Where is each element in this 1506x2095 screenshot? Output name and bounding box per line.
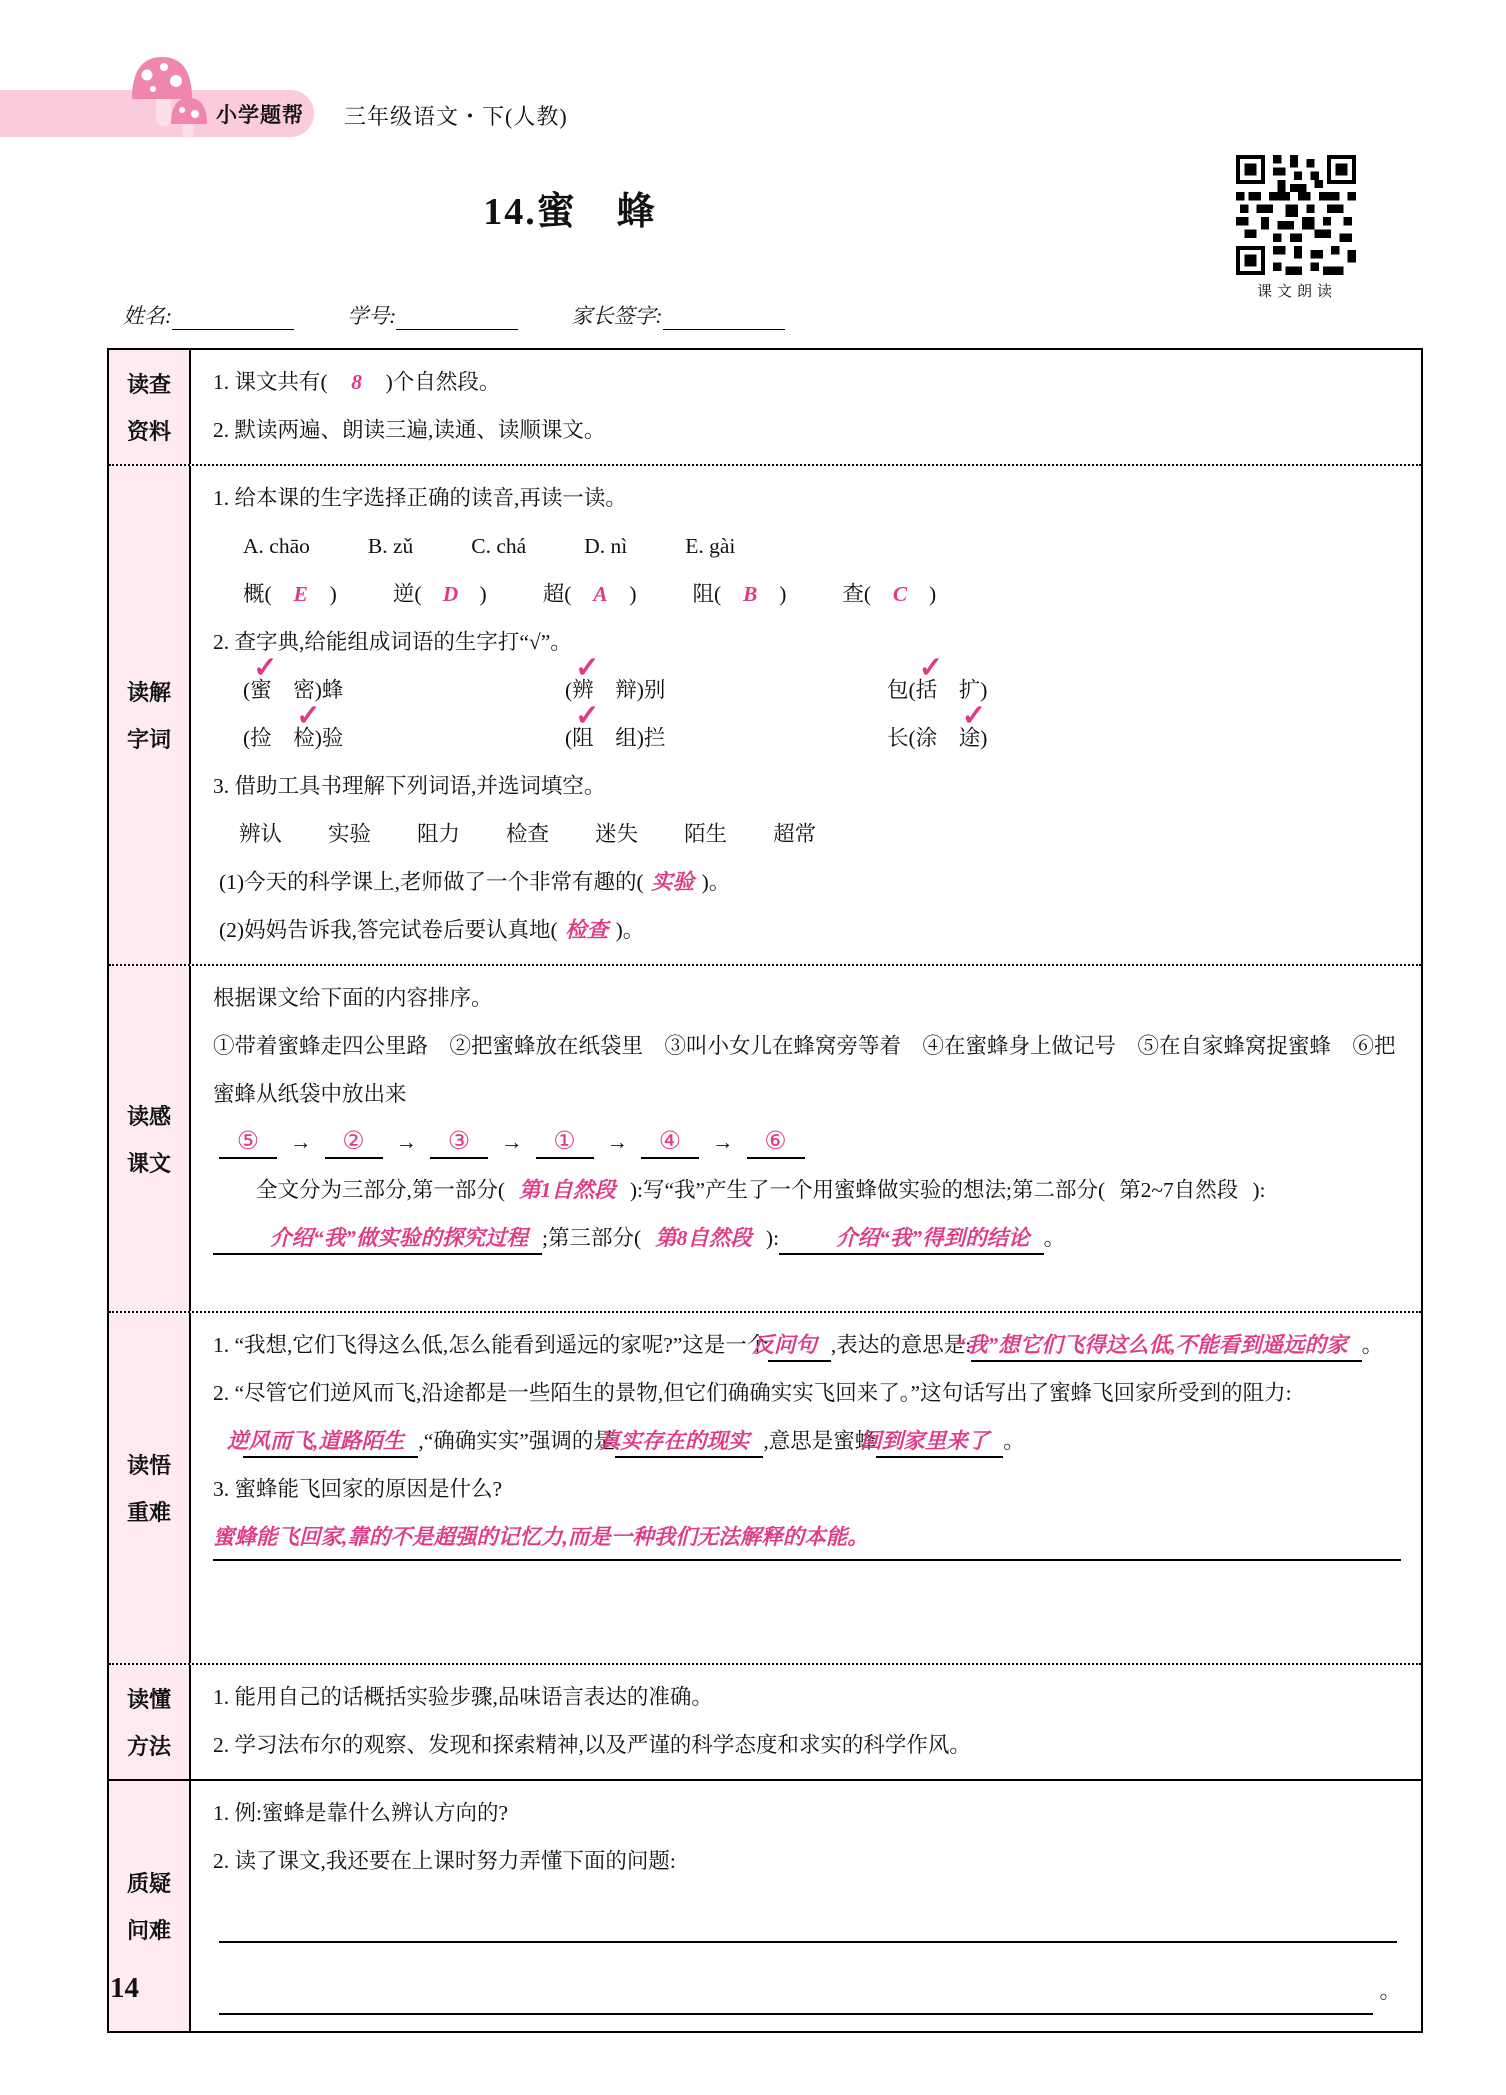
question-line: 1. 例:蜜蜂是靠什么辨认方向的? <box>213 1801 509 1825</box>
arrow: → <box>290 1130 312 1154</box>
student-id-field <box>347 304 518 328</box>
section-label: 读感 课文 <box>109 966 191 1311</box>
pair: 概( E ) <box>243 570 337 618</box>
section-read-key-points <box>109 1311 1421 1663</box>
name-blank[interactable] <box>172 306 294 330</box>
section-read-check-material <box>109 350 1421 464</box>
pair: 超( A ) <box>543 570 637 618</box>
char-choice-group: (阻 ✓ 组)拦 <box>565 700 666 750</box>
fill-line: (1)今天的科学课上,老师做了一个非常有趣的( 实验 )。 <box>219 858 1401 906</box>
answer: 检查 <box>565 918 609 942</box>
answer: 反问句 <box>768 1330 831 1362</box>
arrow: → <box>712 1130 734 1154</box>
answer: “我”想它们飞得这么低,不能看到遥远的家 <box>971 1330 1361 1362</box>
question-line: 2. 查字典,给能组成词语的生字打“√”。 <box>213 630 572 654</box>
arrow: → <box>501 1130 523 1154</box>
pinyin-options: A. chāo B. zǔ C. chá D. nì E. gài <box>243 534 736 558</box>
answer: A <box>593 582 608 606</box>
answer: 介绍“我”得到的结论 <box>779 1223 1044 1255</box>
sequence-answer <box>219 1118 1401 1166</box>
answer: 蜜蜂能飞回家,靠的不是超强的记忆力,而是一种我们无法解释的本能。 <box>213 1515 1401 1561</box>
section-read-words <box>109 464 1421 964</box>
edition-text: 三年级语文・下(人教) <box>344 104 568 129</box>
answer-blank-line <box>219 1967 1401 2015</box>
structure-paragraph: 全文分为三部分,第一部分( 第1自然段 ):写“我”产生了一个用蜜蜂做实验的想法;第二部分( 第2~7自然段 ):介绍“我”做实验的探究过程 ;第三部分( 第8自然段 ): 介绍“我”得到的结论 。 <box>213 1166 1401 1262</box>
parent-signature-field <box>572 304 785 328</box>
section-read-method <box>109 1663 1421 1779</box>
answer: E <box>293 582 308 606</box>
section-content <box>191 966 1421 1311</box>
answer: 真实存在的现实 <box>615 1426 764 1458</box>
mushroom-icon <box>118 44 220 144</box>
pair: 查( C ) <box>842 570 936 618</box>
qr-caption: 课文朗读 <box>1256 284 1337 300</box>
answer: B <box>743 582 758 606</box>
question-line: 1. 给本课的生字选择正确的读音,再读一读。 <box>213 486 627 510</box>
period: 。 <box>1379 1979 1401 2003</box>
answer: ⑥ <box>747 1127 805 1159</box>
section-content <box>191 350 1421 464</box>
brand-logo: 小学题帮 <box>216 104 304 127</box>
section-label: 读查 资料 <box>109 350 191 464</box>
check-mark: ✓ <box>575 700 600 732</box>
answer-blank-line[interactable] <box>219 1899 1397 1943</box>
arrow: → <box>395 1130 417 1154</box>
question-line: 2. 默读两遍、朗读三遍,读通、读顺课文。 <box>213 418 606 442</box>
section-content <box>191 1665 1421 1779</box>
name-field <box>123 304 294 328</box>
pair: 阻( B ) <box>693 570 787 618</box>
answer: ② <box>325 1127 383 1159</box>
question-line: 3. 蜜蜂能飞回家的原因是什么? <box>213 1477 503 1501</box>
section-label: 读悟 重难 <box>109 1313 191 1663</box>
char-choice-row <box>243 700 1401 762</box>
fill-line: (2)妈妈告诉我,答完试卷后要认真地( 检查 )。 <box>219 906 1401 954</box>
check-mark: ✓ <box>253 652 278 684</box>
answer: 回到家里来了 <box>876 1426 1003 1458</box>
char-choice-group: 包(括 ✓ 扩) <box>887 652 988 702</box>
question-line: 根据课文给下面的内容排序。 <box>213 986 493 1010</box>
section-label: 质疑 问难 <box>109 1781 191 2031</box>
arrow: → <box>606 1130 628 1154</box>
question-line: 2. 学习法布尔的观察、发现和探索精神,以及严谨的科学态度和求实的科学作风。 <box>213 1733 971 1757</box>
section-label: 读解 字词 <box>109 466 191 964</box>
section-content <box>191 1781 1421 2031</box>
check-mark: ✓ <box>961 700 987 732</box>
check-mark: ✓ <box>575 652 600 684</box>
answer: 第8自然段 <box>655 1226 752 1250</box>
lesson-title: 14.蜜 蜂 <box>483 191 657 233</box>
answer: 第1自然段 <box>519 1178 616 1202</box>
char-choice-group: (捡 检 ✓ )验 <box>243 700 344 750</box>
answer-blank[interactable] <box>219 1971 1373 2015</box>
student-id-label: 学号: <box>347 304 397 328</box>
answer: 8 <box>351 370 363 394</box>
answer: ① <box>536 1127 594 1159</box>
qr-block <box>1236 155 1358 301</box>
question-line: 1. 能用自己的话概括实验步骤,品味语言表达的准确。 <box>213 1685 713 1709</box>
check-mark: ✓ <box>296 700 321 732</box>
answer: ④ <box>641 1127 699 1159</box>
section-label: 读懂 方法 <box>109 1665 191 1779</box>
meta-row <box>123 300 785 330</box>
worksheet-table <box>107 348 1423 2033</box>
answer: 实验 <box>651 870 695 894</box>
question-paragraph: 1. “我想,它们飞得这么低,怎么能看到遥远的家呢?”这是一个反问句 ,表达的意思是:“我”想它们飞得这么低,不能看到遥远的家 。 <box>213 1321 1401 1369</box>
char-choice-group: (蜜 ✓ 密)蜂 <box>243 652 344 702</box>
qr-code <box>1236 155 1356 275</box>
student-id-blank[interactable] <box>396 306 518 330</box>
name-label: 姓名: <box>123 304 172 328</box>
char-choice-row <box>243 652 1401 714</box>
section-question-difficulty <box>109 1779 1421 2031</box>
question-line: 2. 读了课文,我还要在上课时努力弄懂下面的问题: <box>213 1849 676 1873</box>
answer: 逆风而飞,道路陌生 <box>243 1426 418 1458</box>
pinyin-answers <box>243 570 1401 618</box>
section-read-feel-text <box>109 964 1421 1311</box>
answer: D <box>442 582 459 606</box>
word-bank: 辨认 实验 阻力 检查 迷失 陌生 超常 <box>239 822 817 846</box>
char-choice-group: (辨 ✓ 辩)别 <box>565 652 666 702</box>
answer: 介绍“我”做实验的探究过程 <box>213 1223 542 1255</box>
check-mark: ✓ <box>918 652 943 684</box>
parent-signature-label: 家长签字: <box>571 304 663 328</box>
pair: 逆( D ) <box>393 570 487 618</box>
answer: C <box>892 582 908 606</box>
question-line: 3. 借助工具书理解下列词语,并选词填空。 <box>213 774 606 798</box>
answer: ⑤ <box>219 1127 277 1159</box>
question-line: 1. 课文共有( 8 )个自然段。 <box>213 358 1401 406</box>
section-content <box>191 466 1421 964</box>
sequence-items: ①带着蜜蜂走四公里路 ②把蜜蜂放在纸袋里 ③叫小女儿在蜂窝旁等着 ④在蜜蜂身上做记号 ⑤在自家蜂窝捉蜜蜂 ⑥把蜜蜂从纸袋中放出来 <box>213 1034 1396 1106</box>
answer: ③ <box>430 1127 488 1159</box>
char-choice-group: 长(涂 途 ✓ ) <box>887 700 988 750</box>
page-number: 14 <box>110 1972 139 2004</box>
question-paragraph: 2. “尽管它们逆风而飞,沿途都是一些陌生的景物,但它们确确实实飞回来了。”这句话写出了蜜蜂飞回家所受到的阻力:逆风而飞,道路陌生 ,“确确实实”强调的是真实存在的现实 ,意思是蜜蜂回到家里来了 。 <box>213 1369 1401 1465</box>
parent-signature-blank[interactable] <box>663 306 785 330</box>
section-content <box>191 1313 1421 1663</box>
